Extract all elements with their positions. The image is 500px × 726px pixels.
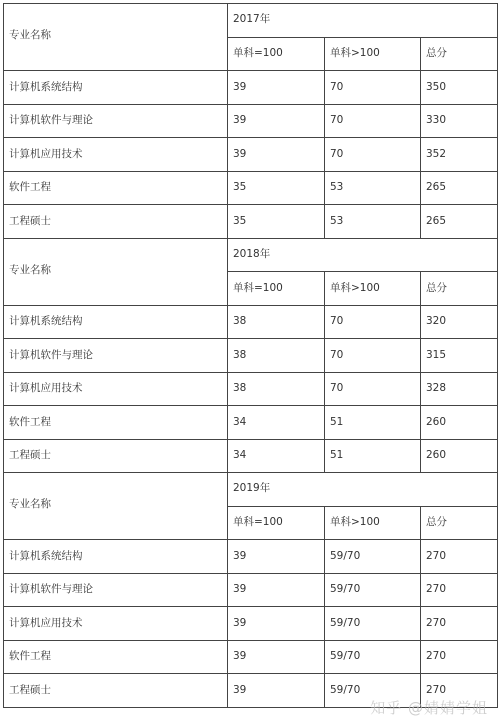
table-row [4,372,498,406]
total-cell: 260 [421,406,498,440]
major-cell: 工程硕士 [4,439,228,473]
major-cell: 工程硕士 [4,674,228,708]
major-cell: 软件工程 [4,171,228,205]
single-100-cell: 38 [228,305,325,339]
single-gt100-cell: 59/70 [325,540,421,574]
single-gt100-header: 单科>100 [325,272,421,306]
single-100-cell: 39 [228,674,325,708]
total-cell: 270 [421,540,498,574]
total-cell: 260 [421,439,498,473]
total-cell: 320 [421,305,498,339]
single-100-cell: 34 [228,406,325,440]
total-cell: 350 [421,71,498,105]
year-header-row [4,238,498,272]
single-gt100-cell: 70 [325,372,421,406]
table-row [4,406,498,440]
major-cell: 软件工程 [4,406,228,440]
major-cell: 软件工程 [4,640,228,674]
major-cell: 计算机软件与理论 [4,104,228,138]
score-table-body [4,4,498,708]
total-cell: 270 [421,607,498,641]
total-header: 总分 [421,37,498,71]
single-100-cell: 39 [228,640,325,674]
single-100-header: 单科=100 [228,506,325,540]
single-100-cell: 38 [228,372,325,406]
total-cell: 265 [421,171,498,205]
table-row [4,573,498,607]
single-100-cell: 39 [228,540,325,574]
total-cell: 270 [421,573,498,607]
year-header: 2018年 [228,238,498,272]
total-cell: 265 [421,205,498,239]
table-row [4,439,498,473]
major-cell: 计算机应用技术 [4,607,228,641]
single-gt100-cell: 59/70 [325,607,421,641]
single-100-cell: 35 [228,205,325,239]
major-cell: 计算机软件与理论 [4,573,228,607]
major-cell: 计算机应用技术 [4,138,228,172]
major-name-header: 专业名称 [4,238,228,305]
major-cell: 工程硕士 [4,205,228,239]
single-gt100-cell: 51 [325,439,421,473]
single-100-cell: 38 [228,339,325,373]
table-row [4,205,498,239]
single-gt100-cell: 70 [325,104,421,138]
total-cell: 330 [421,104,498,138]
total-header: 总分 [421,506,498,540]
single-100-header: 单科=100 [228,37,325,71]
single-100-cell: 39 [228,607,325,641]
table-row [4,104,498,138]
single-gt100-cell: 59/70 [325,640,421,674]
table-row [4,607,498,641]
total-header: 总分 [421,272,498,306]
single-100-cell: 39 [228,573,325,607]
total-cell: 352 [421,138,498,172]
single-gt100-cell: 70 [325,71,421,105]
single-gt100-cell: 70 [325,138,421,172]
single-gt100-header: 单科>100 [325,37,421,71]
table-row [4,171,498,205]
year-header-row [4,473,498,507]
single-100-cell: 34 [228,439,325,473]
single-gt100-cell: 59/70 [325,674,421,708]
watermark: 知乎 @婧婧学姐 [370,699,488,717]
year-header-row [4,4,498,38]
single-100-cell: 39 [228,138,325,172]
table-row [4,640,498,674]
table-row [4,540,498,574]
single-gt100-cell: 51 [325,406,421,440]
major-cell: 计算机应用技术 [4,372,228,406]
major-name-header: 专业名称 [4,473,228,540]
table-row [4,71,498,105]
major-cell: 计算机系统结构 [4,71,228,105]
total-cell: 328 [421,372,498,406]
single-gt100-cell: 53 [325,171,421,205]
single-100-cell: 39 [228,104,325,138]
total-cell: 315 [421,339,498,373]
table-row [4,339,498,373]
single-100-header: 单科=100 [228,272,325,306]
major-cell: 计算机系统结构 [4,305,228,339]
table-row [4,138,498,172]
year-header: 2017年 [228,4,498,38]
single-100-cell: 39 [228,71,325,105]
single-gt100-cell: 53 [325,205,421,239]
score-table [3,3,498,708]
major-name-header: 专业名称 [4,4,228,71]
single-gt100-cell: 70 [325,305,421,339]
total-cell: 270 [421,640,498,674]
table-row [4,305,498,339]
single-gt100-cell: 59/70 [325,573,421,607]
year-header: 2019年 [228,473,498,507]
single-gt100-cell: 70 [325,339,421,373]
single-gt100-header: 单科>100 [325,506,421,540]
total-cell: 270 [421,674,498,708]
major-cell: 计算机软件与理论 [4,339,228,373]
single-100-cell: 35 [228,171,325,205]
major-cell: 计算机系统结构 [4,540,228,574]
